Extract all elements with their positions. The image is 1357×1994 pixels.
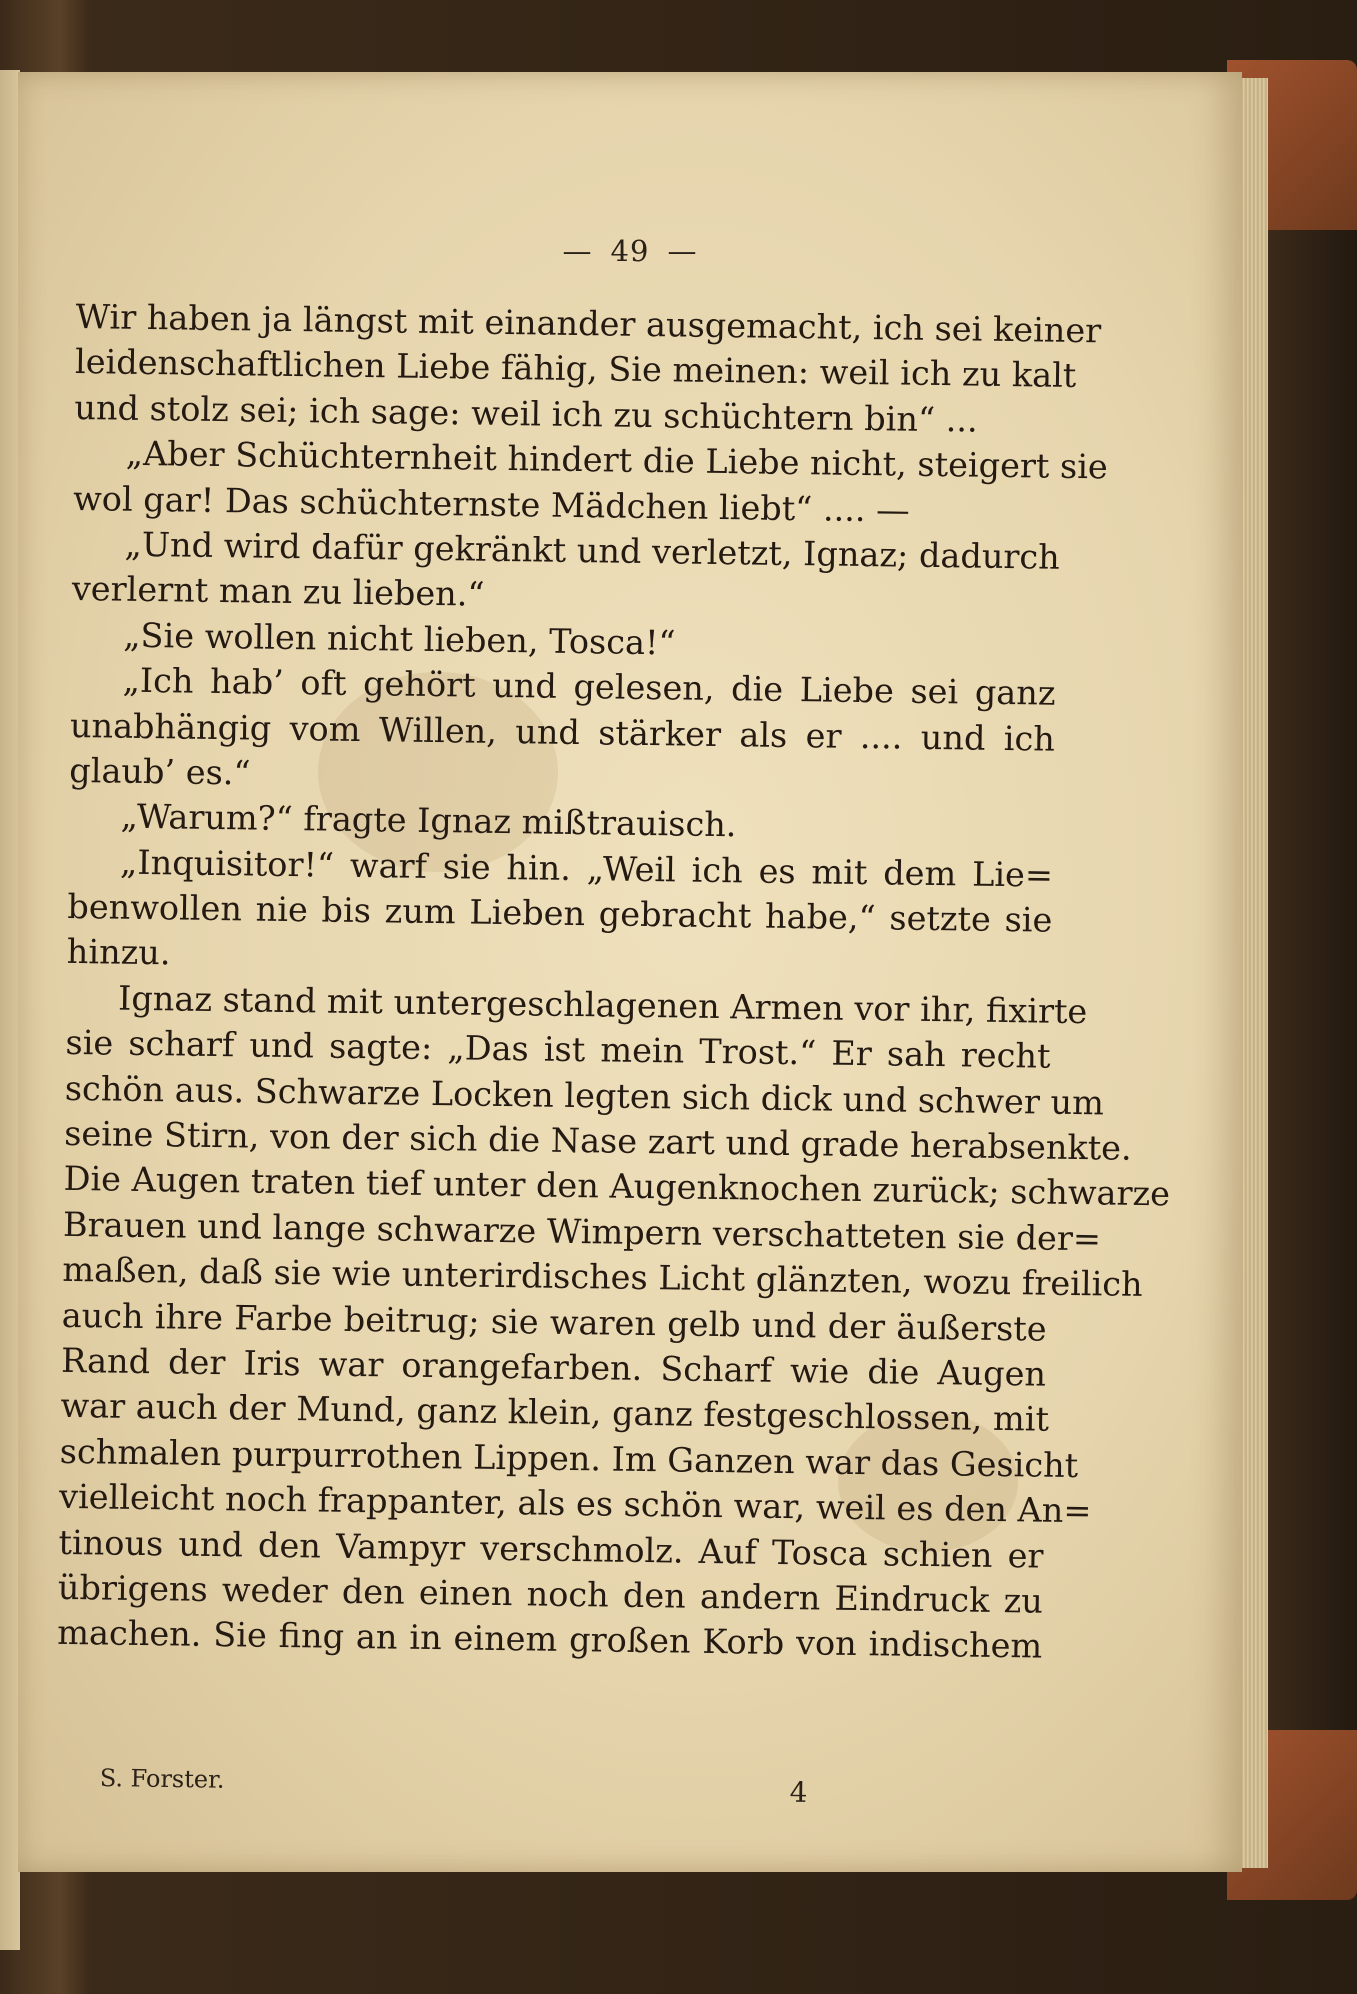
book-page: [18, 72, 1242, 1872]
page-block-edges: [1240, 78, 1268, 1868]
page-number-dash-right: —: [667, 234, 698, 268]
text-line: vielleicht noch frappanter, als es schön war, weil es den An=: [58, 1477, 1092, 1531]
text-line: „Warum?“ fragte Ignaz mißtrauisch.: [120, 796, 737, 845]
text-line: maßen, daß sie wie unterirdisches Licht glänzten, wozu freilich: [62, 1250, 1143, 1305]
page-number-value: 49: [610, 234, 650, 268]
body-text: [57, 294, 1171, 1669]
previous-page-edge: [0, 70, 20, 1950]
text-line: tinous und den Vampyr verschmolz. Auf Tosca schien er: [58, 1522, 1044, 1576]
text-line: Ignaz stand mit untergeschlagenen Armen vor ihr, fixirte: [117, 978, 1088, 1032]
text-line: Die Augen traten tief unter den Augenknochen zurück; schwarze: [63, 1159, 1171, 1214]
text-line: schön aus. Schwarze Locken legten sich dick und schwer um: [64, 1068, 1105, 1123]
text-line: Rand der Iris war orangefarben. Scharf wie die Augen: [60, 1340, 1047, 1394]
text-line: und stolz sei; ich sage: weil ich zu schüchtern bin“ ...: [74, 387, 978, 440]
text-line: sie scharf und sagte: „Das ist mein Trost.“ Er sah recht: [65, 1023, 1051, 1076]
text-line: machen. Sie fing an in einem großen Korb von indischem: [57, 1613, 1043, 1666]
text-line: leidenschaftlichen Liebe fähig, Sie meinen: weil ich zu kalt: [74, 342, 1077, 396]
text-line: benwollen nie bis zum Lieben gebracht habe,“ setzte sie: [67, 887, 1053, 940]
text-line: übrigens weder den einen noch den andern Eindruck zu: [57, 1567, 1044, 1621]
text-line: Wir haben ja längst mit einander ausgemacht, ich sei keiner: [75, 296, 1102, 351]
page-number-dash-left: —: [562, 234, 593, 268]
signature-mark: 4: [789, 1775, 808, 1809]
text-line: auch ihre Farbe beitrug; sie waren gelb und der äußerste: [61, 1295, 1047, 1349]
text-line: seine Stirn, von der sich die Nase zart und grade herabsenkte.: [64, 1113, 1132, 1168]
text-line: war auch der Mund, ganz klein, ganz festgeschlossen, mit: [60, 1386, 1050, 1440]
printer-signature: S. Forster.: [99, 1764, 225, 1794]
page-number: [18, 234, 1242, 268]
page-footer: [99, 1764, 820, 1809]
text-line: hinzu.: [66, 932, 171, 973]
text-line: glaub’ es.“: [69, 750, 251, 793]
text-line: „Aber Schüchternheit hindert die Liebe nicht, steigert sie: [125, 433, 1109, 487]
text-line: „Sie wollen nicht lieben, Tosca!“: [122, 615, 676, 663]
text-line: verlernt man zu lieben.“: [71, 569, 485, 615]
text-line: „Und wird dafür gekränkt und verletzt, Ignaz; dadurch: [124, 524, 1061, 577]
text-line: „Inquisitor!“ warf sie hin. „Weil ich es mit dem Lie=: [119, 842, 1054, 895]
text-line: schmalen purpurrothen Lippen. Im Ganzen war das Gesicht: [59, 1431, 1079, 1485]
text-line: „Ich hab’ oft gehört und gelesen, die Liebe sei ganz: [122, 660, 1056, 713]
text-line: Brauen und lange schwarze Wimpern verschatteten sie der=: [62, 1204, 1102, 1259]
text-line: wol gar! Das schüchternste Mädchen liebt“ .... —: [72, 478, 910, 530]
text-line: unabhängig vom Willen, und stärker als er .... und ich: [69, 705, 1056, 759]
